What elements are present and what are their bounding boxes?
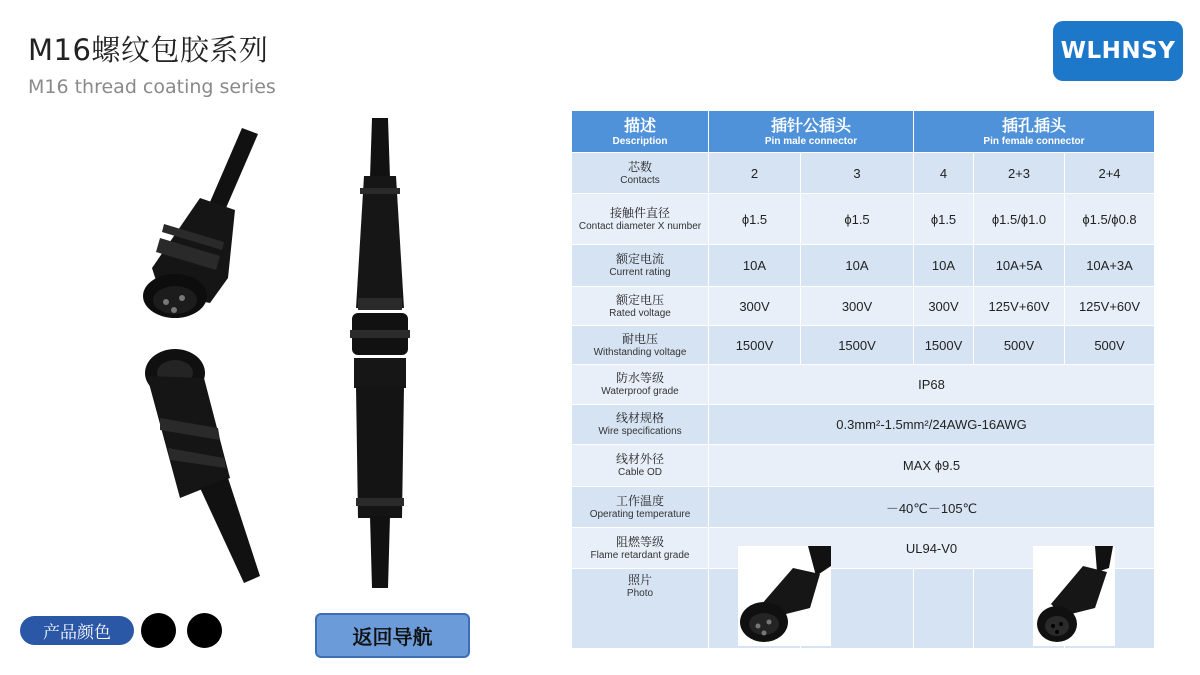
cell: ϕ1.5 [801,194,914,245]
cell: 1500V [801,326,914,365]
row-label: 防水等级 Waterproof grade [572,365,709,405]
table-row [572,326,1155,365]
table-row [572,245,1155,287]
cell: 4 [914,153,974,194]
cell: ϕ1.5/ϕ1.0 [974,194,1065,245]
row-label: 接触件直径 Contact diameter X number [572,194,709,245]
table-row [572,445,1155,487]
cell [914,569,974,649]
product-color-label: 产品颜色 [20,616,134,645]
cell: UL94-V0 [709,528,1155,569]
row-label: 额定电压 Rated voltage [572,287,709,326]
cell: ϕ1.5/ϕ0.8 [1065,194,1155,245]
cell: 2+3 [974,153,1065,194]
cell: 0.3mm²-1.5mm²/24AWG-16AWG [709,405,1155,445]
male-connector-thumbnail [738,546,831,646]
cell: 300V [801,287,914,326]
cell: ϕ1.5 [914,194,974,245]
cell: ϕ1.5 [709,194,801,245]
cell: 500V [1065,326,1155,365]
cell: 10A [801,245,914,287]
back-to-navigation-button[interactable]: 返回导航 [315,613,470,658]
female-connector-thumbnail [1033,546,1115,646]
table-row [572,287,1155,326]
table-row [572,194,1155,245]
cell: 125V+60V [974,287,1065,326]
row-label: 耐电压 Withstanding voltage [572,326,709,365]
header-male: 插针公插头 Pin male connector [709,111,914,153]
table-row [572,365,1155,405]
cell: 2 [709,153,801,194]
table-row [572,487,1155,528]
connector-mated-photo [330,118,430,588]
cell: 125V+60V [1065,287,1155,326]
cell: 1500V [914,326,974,365]
cell: 500V [974,326,1065,365]
cell: 300V [914,287,974,326]
cell: 10A [709,245,801,287]
row-label: 工作温度 Operating temperature [572,487,709,528]
table-header-row [572,111,1155,153]
cell: MAX ϕ9.5 [709,445,1155,487]
cell: 10A [914,245,974,287]
header-description: 描述 Description [572,111,709,153]
cell: 2+4 [1065,153,1155,194]
row-label: 线材外径 Cable OD [572,445,709,487]
row-label: 额定电流 Current rating [572,245,709,287]
header-female: 插孔插头 Pin female connector [914,111,1155,153]
row-label: 阻燃等级 Flame retardant grade [572,528,709,569]
cell: 3 [801,153,914,194]
cell: －40℃－105℃ [709,487,1155,528]
cell: 10A+3A [1065,245,1155,287]
row-label: 照片 Photo [572,569,709,649]
row-label: 线材规格 Wire specifications [572,405,709,445]
brand-logo: WLHNSY [1053,21,1183,81]
cell: 10A+5A [974,245,1065,287]
cell: IP68 [709,365,1155,405]
page-title: M16螺纹包胶系列 [28,33,269,67]
table-row [572,153,1155,194]
color-swatch-black[interactable] [187,613,222,648]
page-subtitle: M16 thread coating series [28,76,276,98]
table-row [572,405,1155,445]
cell: 300V [709,287,801,326]
cell: 1500V [709,326,801,365]
connector-pair-photo [130,128,270,583]
row-label: 芯数 Contacts [572,153,709,194]
color-swatch-black[interactable] [141,613,176,648]
